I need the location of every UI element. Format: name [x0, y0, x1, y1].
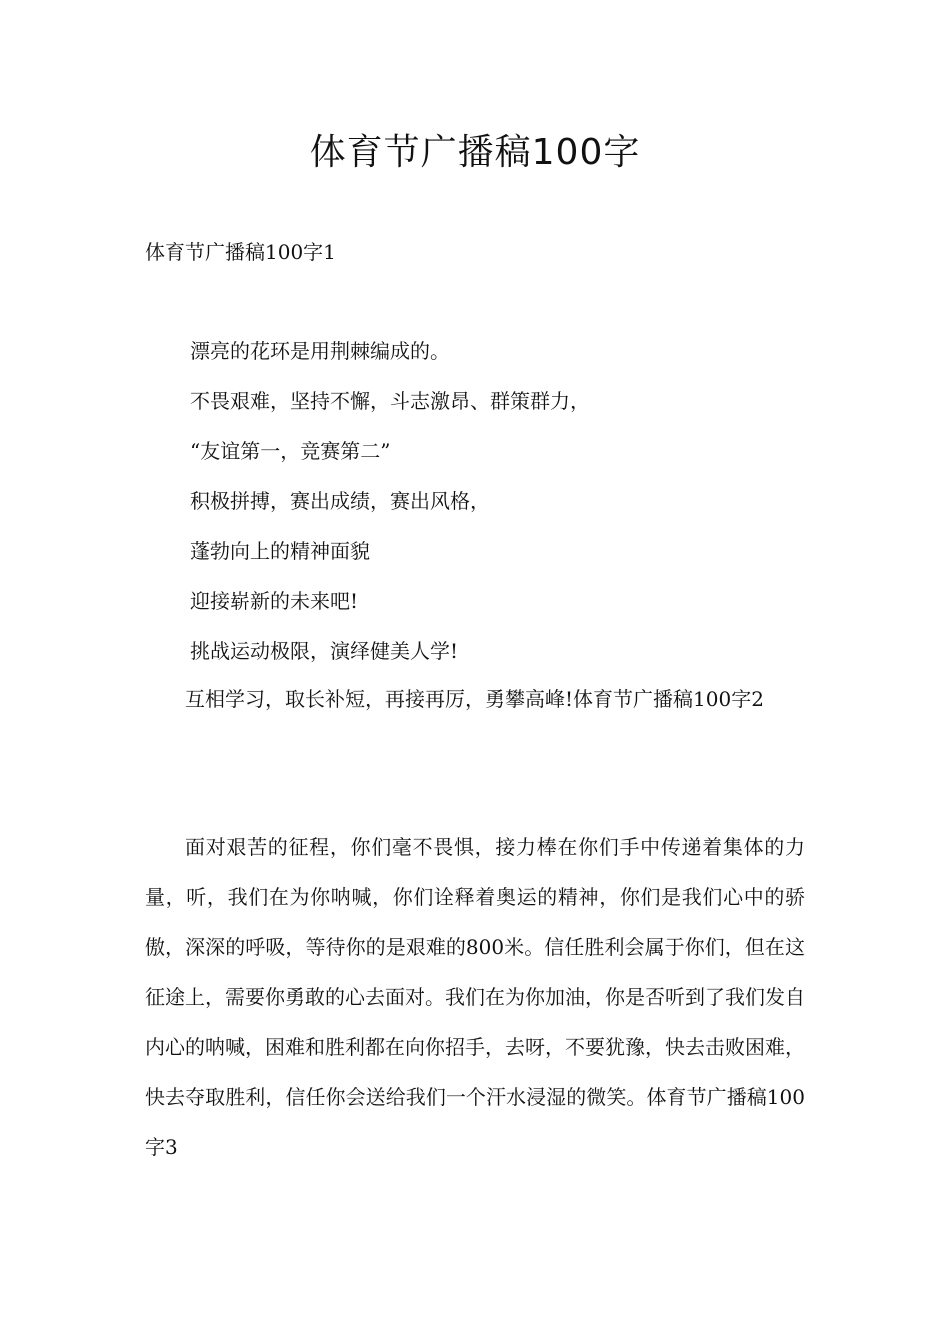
poem-line: 迎接崭新的未来吧!	[190, 589, 359, 613]
poem-line: 漂亮的花环是用荆棘编成的。	[190, 339, 450, 363]
document-title: 体育节广播稿100字	[309, 132, 641, 173]
poem-line: 积极拼搏，赛出成绩，赛出风格，	[190, 489, 490, 513]
poem-line: “友谊第一，竞赛第二”	[190, 439, 391, 463]
section-heading: 体育节广播稿100字1	[145, 240, 336, 264]
body-paragraph: 互相学习，取长补短，再接再厉，勇攀高峰!体育节广播稿100字2	[185, 687, 764, 711]
poem-line: 不畏艰难，坚持不懈，斗志激昂、群策群力，	[190, 389, 590, 413]
body-paragraph: 面对艰苦的征程，你们毫不畏惧，接力棒在你们手中传递着集体的力量，听，我们在为你呐喊，你们诠释着奥运的精神，你们是我们心中的骄傲，深深的呼吸，等待你的是艰难的800米。信任胜利会属于你们，但在这征途上，需要你勇敢的心去面对。我们在为你加油，你是否听到了我们发自内心的呐喊，困难和胜利都在向你招手，去呀，不要犹豫，快去击败困难，快去夺取胜利，信任你会送给我们一个汗水浸湿的微笑。体育节广播稿100字3	[145, 835, 805, 1159]
poem-line: 蓬勃向上的精神面貌	[190, 539, 370, 563]
poem-line: 挑战运动极限，演绎健美人学!	[190, 639, 459, 663]
